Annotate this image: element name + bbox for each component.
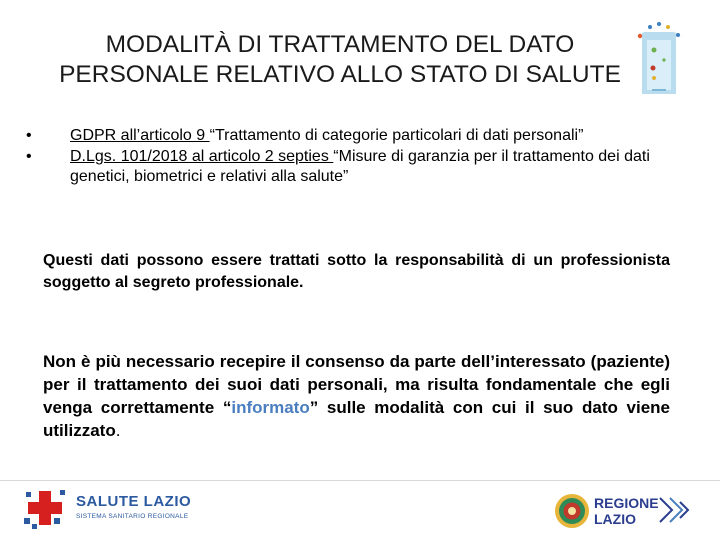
regione-lazio-arrows-icon: [656, 492, 692, 530]
bullet-dot: •: [26, 127, 32, 144]
salute-lazio-cross-icon: [22, 488, 70, 530]
bullet-item-gdpr: [26, 126, 686, 146]
title-line-1: MODALITÀ DI TRATTAMENTO DEL DATO: [105, 31, 575, 58]
paragraph-professional-secret: Questi dati possono essere trattati sotto la responsabilità di un professionista soggetto al segreto professionale.: [43, 252, 670, 291]
bullet-item-dlgs: [26, 147, 686, 187]
paragraph-consent-text: Non è più necessario recepire il consenso da parte dell’interessato (paziente) per il trattamento dei suoi dati personali, ma risulta fondamentale che egli venga correttamente: [43, 352, 670, 417]
bullet-dot: •: [26, 148, 32, 165]
corner-logo-icon: [628, 16, 690, 98]
final-period: .: [115, 421, 121, 440]
salute-lazio-name: SALUTE LAZIO: [76, 493, 192, 510]
regione-lazio-emblem-icon: [554, 492, 590, 530]
bullet-list: [26, 126, 686, 188]
regione-lazio-line-1: REGIONE: [594, 495, 659, 511]
salute-lazio-subtitle: SISTEMA SANITARIO REGIONALE: [76, 513, 189, 520]
bullet-reference: D.Lgs. 101/2018 al articolo 2 septies: [70, 148, 334, 165]
highlight-informato: informato: [231, 398, 310, 417]
paragraph-consent-end: sulle modalità con cui il suo dato viene utilizzato: [43, 398, 670, 440]
page-title: [40, 30, 640, 90]
bullet-text: “Misure di garanzia per il trattamento dei dati genetici, biometrici e relativi alla salute”: [70, 148, 650, 185]
bullet-text: “Trattamento di categorie particolari di dati personali”: [209, 127, 584, 144]
paragraph-consent: [43, 350, 670, 442]
title-line-2: PERSONALE RELATIVO ALLO STATO DI SALUTE: [59, 61, 621, 88]
close-quote: ”: [309, 398, 319, 417]
regione-lazio-line-2: LAZIO: [594, 511, 636, 527]
footer-divider: [0, 480, 720, 481]
open-quote: “: [222, 398, 232, 417]
bullet-reference: GDPR all’articolo 9: [70, 127, 210, 144]
